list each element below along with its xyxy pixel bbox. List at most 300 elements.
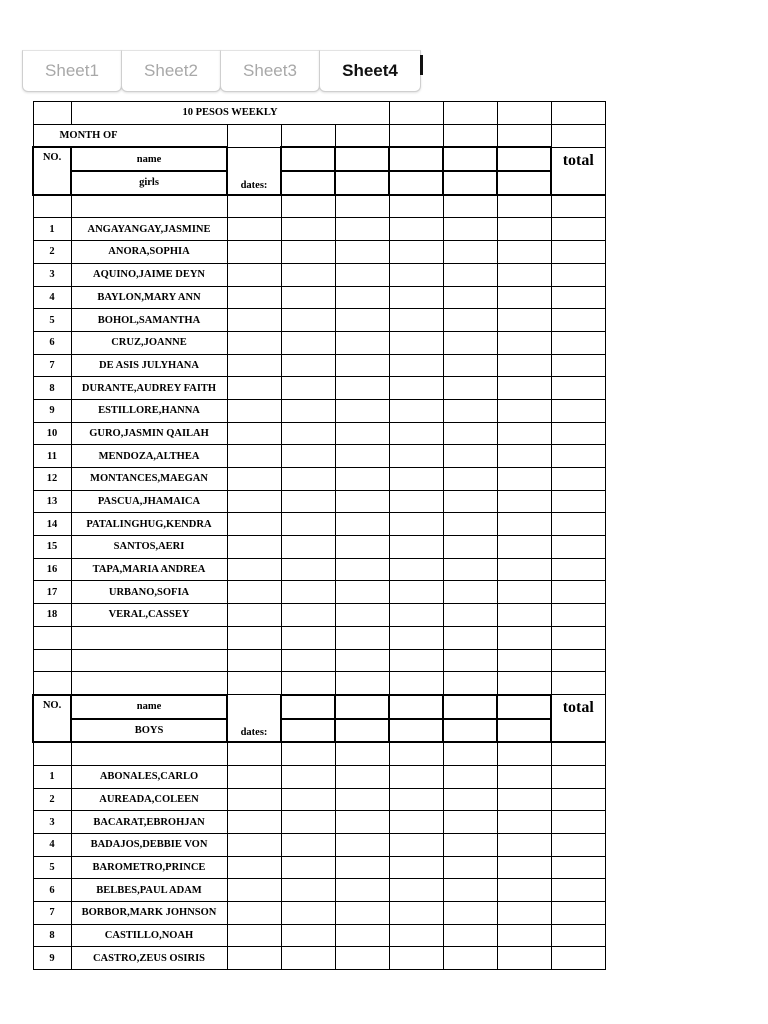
student-name[interactable]: VERAL,CASSEY	[71, 604, 227, 627]
student-name[interactable]: BACARAT,EBROHJAN	[71, 811, 227, 834]
student-name[interactable]: BORBOR,MARK JOHNSON	[71, 902, 227, 925]
cell[interactable]	[281, 672, 335, 695]
cell[interactable]	[335, 947, 389, 970]
date-cell[interactable]	[389, 695, 443, 719]
cell[interactable]	[443, 263, 497, 286]
cell[interactable]	[281, 811, 335, 834]
cell[interactable]	[389, 445, 443, 468]
student-number[interactable]: 6	[33, 331, 71, 354]
cell[interactable]	[281, 331, 335, 354]
cell[interactable]	[389, 377, 443, 400]
cell[interactable]	[389, 124, 443, 147]
cell[interactable]	[335, 354, 389, 377]
cell[interactable]	[443, 788, 497, 811]
cell[interactable]	[281, 241, 335, 264]
student-number[interactable]: 9	[33, 399, 71, 422]
cell[interactable]	[281, 513, 335, 536]
cell[interactable]	[443, 742, 497, 765]
cell[interactable]	[281, 924, 335, 947]
date-cell[interactable]	[497, 695, 551, 719]
cell[interactable]	[551, 263, 605, 286]
date-cell[interactable]	[443, 147, 497, 171]
cell[interactable]	[281, 856, 335, 879]
cell[interactable]	[33, 195, 71, 218]
cell[interactable]	[389, 331, 443, 354]
cell[interactable]	[227, 879, 281, 902]
cell[interactable]	[443, 672, 497, 695]
cell[interactable]	[281, 558, 335, 581]
cell[interactable]	[443, 468, 497, 491]
cell[interactable]	[551, 604, 605, 627]
cell[interactable]	[281, 788, 335, 811]
student-number[interactable]: 3	[33, 811, 71, 834]
cell[interactable]	[443, 558, 497, 581]
cell[interactable]	[443, 604, 497, 627]
cell[interactable]	[335, 742, 389, 765]
cell[interactable]	[71, 649, 227, 672]
cell[interactable]	[443, 286, 497, 309]
cell[interactable]	[389, 581, 443, 604]
tab-sheet3[interactable]: Sheet3	[220, 50, 320, 92]
cell[interactable]	[335, 241, 389, 264]
student-number[interactable]: 3	[33, 263, 71, 286]
cell[interactable]	[335, 513, 389, 536]
date-cell[interactable]	[335, 147, 389, 171]
cell[interactable]	[281, 422, 335, 445]
date-cell[interactable]	[443, 719, 497, 743]
date-cell[interactable]	[389, 719, 443, 743]
date-cell[interactable]	[389, 171, 443, 195]
cell[interactable]	[389, 422, 443, 445]
name-header[interactable]: name	[71, 695, 227, 719]
cell[interactable]	[551, 765, 605, 788]
cell[interactable]	[227, 811, 281, 834]
cell[interactable]	[389, 626, 443, 649]
cell[interactable]	[497, 377, 551, 400]
cell[interactable]	[71, 195, 227, 218]
cell[interactable]	[281, 445, 335, 468]
cell[interactable]	[335, 924, 389, 947]
cell[interactable]	[389, 241, 443, 264]
cell[interactable]	[227, 742, 281, 765]
cell[interactable]	[227, 286, 281, 309]
cell[interactable]	[497, 811, 551, 834]
cell[interactable]	[497, 649, 551, 672]
student-name[interactable]: PATALINGHUG,KENDRA	[71, 513, 227, 536]
cell[interactable]	[443, 536, 497, 559]
cell[interactable]	[389, 742, 443, 765]
cell[interactable]	[335, 468, 389, 491]
cell[interactable]	[33, 742, 71, 765]
cell[interactable]	[389, 536, 443, 559]
student-number[interactable]: 11	[33, 445, 71, 468]
cell[interactable]	[443, 834, 497, 857]
cell[interactable]	[443, 513, 497, 536]
cell[interactable]	[497, 536, 551, 559]
student-number[interactable]: 8	[33, 377, 71, 400]
cell[interactable]	[389, 649, 443, 672]
cell[interactable]	[551, 536, 605, 559]
cell[interactable]	[551, 195, 605, 218]
student-number[interactable]: 14	[33, 513, 71, 536]
cell[interactable]	[227, 218, 281, 241]
cell[interactable]	[281, 263, 335, 286]
cell[interactable]	[281, 195, 335, 218]
cell[interactable]	[33, 626, 71, 649]
cell[interactable]	[551, 649, 605, 672]
cell[interactable]	[335, 626, 389, 649]
cell[interactable]	[551, 377, 605, 400]
student-name[interactable]: URBANO,SOFIA	[71, 581, 227, 604]
cell[interactable]	[389, 765, 443, 788]
cell[interactable]	[335, 490, 389, 513]
cell[interactable]	[389, 490, 443, 513]
student-name[interactable]: BADAJOS,DEBBIE VON	[71, 834, 227, 857]
cell[interactable]	[335, 649, 389, 672]
cell[interactable]	[497, 490, 551, 513]
cell[interactable]	[389, 513, 443, 536]
cell[interactable]	[551, 947, 605, 970]
cell[interactable]	[443, 765, 497, 788]
cell[interactable]	[551, 468, 605, 491]
cell[interactable]	[443, 399, 497, 422]
date-cell[interactable]	[281, 147, 335, 171]
cell[interactable]	[227, 536, 281, 559]
cell[interactable]	[443, 856, 497, 879]
cell[interactable]	[335, 811, 389, 834]
spreadsheet-grid[interactable]	[32, 101, 608, 972]
total-header[interactable]: total	[551, 695, 605, 742]
cell[interactable]	[389, 924, 443, 947]
cell[interactable]	[551, 102, 605, 125]
cell[interactable]	[497, 902, 551, 925]
student-number[interactable]: 5	[33, 309, 71, 332]
tab-sheet4[interactable]: Sheet4	[319, 50, 421, 92]
cell[interactable]	[227, 947, 281, 970]
cell[interactable]	[389, 811, 443, 834]
cell[interactable]	[389, 902, 443, 925]
cell[interactable]	[443, 947, 497, 970]
cell[interactable]	[497, 834, 551, 857]
cell[interactable]	[227, 445, 281, 468]
cell[interactable]	[335, 672, 389, 695]
tab-sheet2[interactable]: Sheet2	[121, 50, 221, 92]
student-name[interactable]: BAYLON,MARY ANN	[71, 286, 227, 309]
cell[interactable]	[551, 879, 605, 902]
cell[interactable]	[335, 558, 389, 581]
cell[interactable]	[551, 218, 605, 241]
cell[interactable]	[281, 286, 335, 309]
cell[interactable]	[443, 581, 497, 604]
date-cell[interactable]	[497, 719, 551, 743]
cell[interactable]	[335, 856, 389, 879]
no-header[interactable]: NO.	[33, 695, 71, 742]
cell[interactable]	[551, 672, 605, 695]
month-label[interactable]: MONTH OF	[33, 124, 227, 147]
cell[interactable]	[33, 649, 71, 672]
cell[interactable]	[389, 856, 443, 879]
cell[interactable]	[497, 513, 551, 536]
cell[interactable]	[389, 309, 443, 332]
cell[interactable]	[497, 309, 551, 332]
student-name[interactable]: BOHOL,SAMANTHA	[71, 309, 227, 332]
student-number[interactable]: 1	[33, 765, 71, 788]
cell[interactable]	[281, 834, 335, 857]
cell[interactable]	[281, 536, 335, 559]
cell[interactable]	[335, 286, 389, 309]
cell[interactable]	[389, 354, 443, 377]
cell[interactable]	[551, 626, 605, 649]
cell[interactable]	[281, 902, 335, 925]
tab-scroll-handle[interactable]	[420, 55, 423, 75]
cell[interactable]	[497, 468, 551, 491]
cell[interactable]	[443, 309, 497, 332]
student-name[interactable]: ANORA,SOPHIA	[71, 241, 227, 264]
date-cell[interactable]	[281, 171, 335, 195]
cell[interactable]	[497, 879, 551, 902]
cell[interactable]	[497, 672, 551, 695]
cell[interactable]	[551, 513, 605, 536]
cell[interactable]	[443, 879, 497, 902]
cell[interactable]	[227, 581, 281, 604]
cell[interactable]	[443, 241, 497, 264]
dates-header[interactable]: dates:	[227, 147, 281, 194]
cell[interactable]	[227, 241, 281, 264]
student-name[interactable]: AUREADA,COLEEN	[71, 788, 227, 811]
date-cell[interactable]	[335, 171, 389, 195]
student-name[interactable]: ABONALES,CARLO	[71, 765, 227, 788]
student-name[interactable]: TAPA,MARIA ANDREA	[71, 558, 227, 581]
name-header[interactable]: name	[71, 147, 227, 171]
date-cell[interactable]	[497, 147, 551, 171]
date-cell[interactable]	[335, 695, 389, 719]
cell[interactable]	[551, 490, 605, 513]
cell[interactable]	[497, 558, 551, 581]
cell[interactable]	[497, 765, 551, 788]
cell[interactable]	[227, 490, 281, 513]
student-name[interactable]: PASCUA,JHAMAICA	[71, 490, 227, 513]
cell[interactable]	[227, 672, 281, 695]
student-number[interactable]: 16	[33, 558, 71, 581]
cell[interactable]	[335, 788, 389, 811]
student-number[interactable]: 1	[33, 218, 71, 241]
cell[interactable]	[335, 765, 389, 788]
cell[interactable]	[227, 604, 281, 627]
cell[interactable]	[497, 581, 551, 604]
cell[interactable]	[551, 742, 605, 765]
cell[interactable]	[227, 263, 281, 286]
cell[interactable]	[389, 195, 443, 218]
cell[interactable]	[227, 354, 281, 377]
date-cell[interactable]	[443, 695, 497, 719]
student-number[interactable]: 10	[33, 422, 71, 445]
cell[interactable]	[497, 286, 551, 309]
cell[interactable]	[335, 604, 389, 627]
date-cell[interactable]	[281, 719, 335, 743]
cell[interactable]	[497, 241, 551, 264]
cell[interactable]	[497, 856, 551, 879]
cell[interactable]	[551, 445, 605, 468]
student-name[interactable]: ANGAYANGAY,JASMINE	[71, 218, 227, 241]
cell[interactable]	[443, 422, 497, 445]
cell[interactable]	[227, 399, 281, 422]
cell[interactable]	[227, 626, 281, 649]
cell[interactable]	[281, 581, 335, 604]
cell[interactable]	[281, 124, 335, 147]
cell[interactable]	[497, 788, 551, 811]
cell[interactable]	[281, 309, 335, 332]
no-header[interactable]: NO.	[33, 147, 71, 194]
cell[interactable]	[227, 309, 281, 332]
cell[interactable]	[71, 672, 227, 695]
cell[interactable]	[551, 241, 605, 264]
cell[interactable]	[71, 626, 227, 649]
cell[interactable]	[281, 742, 335, 765]
student-number[interactable]: 8	[33, 924, 71, 947]
cell[interactable]	[443, 902, 497, 925]
dates-header[interactable]: dates:	[227, 695, 281, 742]
student-name[interactable]: DE ASIS JULYHANA	[71, 354, 227, 377]
cell[interactable]	[443, 924, 497, 947]
cell[interactable]	[497, 742, 551, 765]
cell[interactable]	[443, 490, 497, 513]
cell[interactable]	[551, 558, 605, 581]
cell[interactable]	[281, 354, 335, 377]
cell[interactable]	[551, 834, 605, 857]
date-cell[interactable]	[335, 719, 389, 743]
cell[interactable]	[551, 902, 605, 925]
cell[interactable]	[33, 102, 71, 125]
cell[interactable]	[389, 672, 443, 695]
cell[interactable]	[335, 445, 389, 468]
student-number[interactable]: 12	[33, 468, 71, 491]
cell[interactable]	[389, 788, 443, 811]
student-number[interactable]: 7	[33, 354, 71, 377]
cell[interactable]	[335, 422, 389, 445]
student-number[interactable]: 7	[33, 902, 71, 925]
cell[interactable]	[443, 626, 497, 649]
cell[interactable]	[551, 331, 605, 354]
cell[interactable]	[443, 218, 497, 241]
cell[interactable]	[497, 947, 551, 970]
student-name[interactable]: AQUINO,JAIME DEYN	[71, 263, 227, 286]
cell[interactable]	[389, 558, 443, 581]
cell[interactable]	[335, 536, 389, 559]
cell[interactable]	[551, 399, 605, 422]
cell[interactable]	[551, 788, 605, 811]
cell[interactable]	[281, 399, 335, 422]
cell[interactable]	[497, 124, 551, 147]
date-cell[interactable]	[389, 147, 443, 171]
cell[interactable]	[443, 102, 497, 125]
student-number[interactable]: 13	[33, 490, 71, 513]
student-name[interactable]: DURANTE,AUDREY FAITH	[71, 377, 227, 400]
student-name[interactable]: GURO,JASMIN QAILAH	[71, 422, 227, 445]
cell[interactable]	[389, 947, 443, 970]
student-number[interactable]: 18	[33, 604, 71, 627]
student-name[interactable]: SANTOS,AERI	[71, 536, 227, 559]
student-name[interactable]: BELBES,PAUL ADAM	[71, 879, 227, 902]
cell[interactable]	[227, 788, 281, 811]
cell[interactable]	[281, 947, 335, 970]
student-number[interactable]: 6	[33, 879, 71, 902]
cell[interactable]	[443, 811, 497, 834]
student-number[interactable]: 2	[33, 241, 71, 264]
cell[interactable]	[227, 422, 281, 445]
cell[interactable]	[227, 902, 281, 925]
cell[interactable]	[227, 331, 281, 354]
student-name[interactable]: CASTILLO,NOAH	[71, 924, 227, 947]
cell[interactable]	[227, 649, 281, 672]
boys-header[interactable]: BOYS	[71, 719, 227, 743]
cell[interactable]	[335, 581, 389, 604]
student-number[interactable]: 15	[33, 536, 71, 559]
cell[interactable]	[497, 924, 551, 947]
cell[interactable]	[389, 286, 443, 309]
student-number[interactable]: 4	[33, 834, 71, 857]
cell[interactable]	[551, 309, 605, 332]
cell[interactable]	[497, 354, 551, 377]
cell[interactable]	[497, 626, 551, 649]
cell[interactable]	[335, 263, 389, 286]
student-name[interactable]: MENDOZA,ALTHEA	[71, 445, 227, 468]
student-number[interactable]: 9	[33, 947, 71, 970]
cell[interactable]	[335, 309, 389, 332]
cell[interactable]	[389, 468, 443, 491]
cell[interactable]	[551, 856, 605, 879]
cell[interactable]	[335, 879, 389, 902]
cell[interactable]	[389, 879, 443, 902]
cell[interactable]	[497, 604, 551, 627]
student-number[interactable]: 5	[33, 856, 71, 879]
cell[interactable]	[227, 558, 281, 581]
cell[interactable]	[443, 124, 497, 147]
cell[interactable]	[389, 604, 443, 627]
student-number[interactable]: 17	[33, 581, 71, 604]
cell[interactable]	[281, 626, 335, 649]
total-header[interactable]: total	[551, 147, 605, 194]
cell[interactable]	[281, 490, 335, 513]
student-name[interactable]: CASTRO,ZEUS OSIRIS	[71, 947, 227, 970]
cell[interactable]	[335, 399, 389, 422]
cell[interactable]	[335, 218, 389, 241]
cell[interactable]	[335, 124, 389, 147]
cell[interactable]	[227, 834, 281, 857]
student-name[interactable]: CRUZ,JOANNE	[71, 331, 227, 354]
student-number[interactable]: 2	[33, 788, 71, 811]
cell[interactable]	[227, 513, 281, 536]
cell[interactable]	[497, 263, 551, 286]
cell[interactable]	[281, 377, 335, 400]
cell[interactable]	[335, 331, 389, 354]
student-name[interactable]: MONTANCES,MAEGAN	[71, 468, 227, 491]
cell[interactable]	[227, 856, 281, 879]
cell[interactable]	[389, 218, 443, 241]
girls-header[interactable]: girls	[71, 171, 227, 195]
cell[interactable]	[497, 331, 551, 354]
cell[interactable]	[335, 195, 389, 218]
cell[interactable]	[389, 834, 443, 857]
cell[interactable]	[443, 445, 497, 468]
date-cell[interactable]	[443, 171, 497, 195]
cell[interactable]	[281, 879, 335, 902]
cell[interactable]	[281, 649, 335, 672]
cell[interactable]	[389, 263, 443, 286]
sheet-title[interactable]: 10 PESOS WEEKLY	[71, 102, 389, 125]
cell[interactable]	[443, 649, 497, 672]
cell[interactable]	[281, 468, 335, 491]
cell[interactable]	[551, 124, 605, 147]
